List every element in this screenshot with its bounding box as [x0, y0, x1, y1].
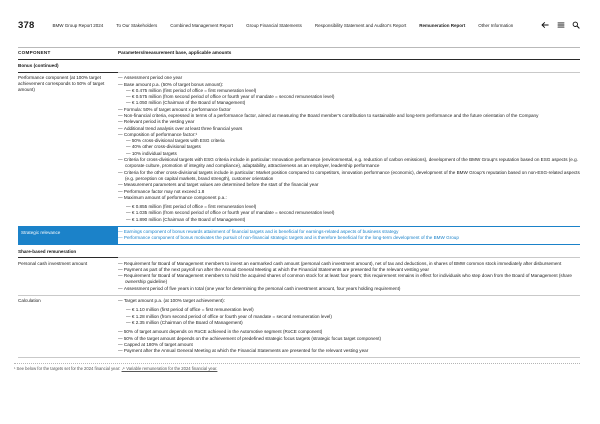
parameter-item: — € 1.890 million (Chairman of the Board of Management) — [126, 217, 580, 223]
row-label: Calculation — [18, 298, 41, 304]
row-label: Strategic relevance — [18, 227, 118, 245]
section-title: Share-based remuneration — [18, 246, 118, 258]
parameter-item: — Composition of performance factor:¹ — [118, 132, 580, 138]
page-number: 378 — [18, 19, 35, 31]
parameter-item: — € 1.10 million (first period of office = first remuneration level) — [126, 307, 580, 313]
footnote — [14, 363, 580, 372]
table-row-calculation — [18, 296, 580, 358]
column-header-component: COMPONENT — [18, 50, 51, 55]
parameter-item: — € 2.35 million (Chairman of the Board of Management) — [126, 320, 580, 326]
parameter-item: — 40% other cross-divisional targets — [126, 144, 580, 150]
table-row-personal-cash-investment-amount — [18, 258, 580, 295]
main-nav — [52, 23, 513, 28]
parameter-item: — Relevant period is the vesting year — [118, 119, 580, 125]
parameter-item: — € 1.28 million (from second period of office or fourth year of mandate = second remuneration level) — [126, 314, 580, 320]
nav-item-bmw-group-report-2024[interactable]: BMW Group Report 2024 — [52, 22, 104, 28]
parameter-item: — Base amount p.a. (50% of target bonus amount): — [118, 82, 580, 88]
row-label: Performance component (at 100% target achievement corresponds to 50% of target amount) — [18, 75, 105, 93]
parameter-item: — € 0.855 million (first period of office = first remuneration level) — [126, 204, 580, 210]
parameter-item: — Criteria for the other cross-divisional targets include in particular: Market position compared to competitors, innovation performance (economic), development of the BMW Group's reputation based on non-ESG-related aspects (e.g. perception on capital markets, brand strength), customer orientation — [118, 170, 580, 183]
nav-item-combined-management-report[interactable]: Combined Management Report — [170, 22, 234, 28]
menu-icon[interactable] — [557, 21, 565, 29]
parameter-item: — Earnings component of bonus rewards attainment of financial targets and is beneficial for earnings-related aspects of business strategy — [118, 229, 580, 235]
nav-item-responsibility-statement-and-aud[interactable]: Responsibility Statement and Auditor's Report — [314, 22, 407, 28]
parameter-item: — Capped at 180% of target amount — [118, 342, 580, 348]
parameter-item: — Requirement for Board of Management members to invest an earmarked cash amount (personal cash investment amount), net of tax and deductions, in shares of BMW common stock immediately after disbursement — [118, 261, 580, 267]
parameter-item: — Maximum amount of performance component p.a.: — [118, 195, 580, 201]
parameter-item: — Assessment period of five years in total (one year for determining the personal cash investment amount, four years holding requirement) — [118, 286, 580, 292]
row-parameters-list — [118, 258, 580, 294]
parameter-item: — Target amount p.a. (at 100% target achievement): — [118, 298, 580, 304]
table-header-row — [18, 47, 580, 60]
parameter-item: — 10% individual targets — [126, 151, 580, 157]
parameter-item: — Performance factor may not exceed 1.8 — [118, 189, 580, 195]
parameter-item: — 50% of target amount depends on RoCE achieved in the Automotive segment (RoCE component) — [118, 329, 580, 335]
parameter-item: — € 0.575 million (from second period of office or fourth year of mandate = second remuneration level) — [126, 94, 580, 100]
nav-item-to-our-stakeholders[interactable]: To Our Stakeholders — [116, 22, 158, 28]
footnote-text: ¹ See below for the targets set for the 2024 financial year: — [14, 366, 122, 372]
parameter-item: — Performance component of bonus motivates the pursuit of non-financial strategic targets and is therefore beneficial for the long-term development of the BMW Group — [118, 235, 580, 241]
parameter-item: — Formula: 50% of target amount x performance factor — [118, 107, 580, 113]
section-header-row-share-based-remuneration — [18, 246, 580, 258]
parameter-item: — Measurement parameters and target values are determined before the start of the financial year — [118, 182, 580, 188]
row-label: Personal cash investment amount — [18, 260, 88, 266]
section-rule — [118, 246, 580, 258]
column-header-parameters: Parameters/measurement base, applicable amounts — [118, 50, 232, 55]
parameter-item: — € 0.475 million (first period of office = first remuneration level) — [126, 88, 580, 94]
parameter-item: — 50% of the target amount depends on the achievement of predefined strategic focus targets (strategic focus target component) — [118, 336, 580, 342]
table-row-performance-component-at-100-tar — [18, 73, 580, 226]
nav-item-other-information[interactable]: Other Information — [478, 22, 514, 28]
parameter-item: — Non-financial criteria, expressed in terms of a performance factor, aimed at measuring the Board member's contribution to sustainable and long-term performance and the future orientation of the Company — [118, 113, 580, 119]
parameter-item: — Assessment period one year — [118, 75, 580, 81]
parameter-item: — € 1.050 million (Chairman of the Board of Management) — [126, 100, 580, 106]
top-navigation-bar — [0, 0, 600, 31]
section-title: Bonus (continued) — [18, 61, 118, 73]
nav-item-group-financial-statements[interactable]: Group Financial Statements — [246, 22, 302, 28]
nav-item-remuneration-report[interactable]: Remuneration Report — [419, 22, 466, 28]
back-arrow-icon[interactable] — [541, 21, 549, 29]
footnote-link[interactable]: ↗ Variable remuneration for the 2024 financial year. — [121, 366, 218, 372]
section-rule — [118, 61, 580, 73]
parameter-item: — 50% cross-divisional targets with ESG criteria — [126, 138, 580, 144]
table-body — [18, 61, 580, 358]
parameter-item: — Criteria for cross-divisional targets with ESG criteria include in particular: Innovation performance (environmental, e.g. reduction of carbon emissions), development of the BMW Group's reputation based on ESG aspects (e.g. corporate culture, promotion of integrity and compliance), adaptability, attractiveness as an employer, leadership performance — [118, 157, 580, 170]
row-parameters-list — [118, 296, 580, 357]
row-parameters-list — [118, 227, 580, 245]
remuneration-components-table — [18, 47, 580, 358]
section-header-row-bonus-continued — [18, 61, 580, 73]
header-icons — [541, 21, 580, 29]
row-parameters-list — [118, 73, 580, 226]
parameter-item: — € 1.035 million (from second period of office or fourth year of mandate = second remuneration level) — [126, 210, 580, 216]
search-icon[interactable] — [572, 21, 580, 29]
table-row-strategic-relevance — [18, 226, 580, 246]
parameter-item: — Requirement for Board of Management members to hold the acquired shares of common stock for at least four years; this requirement remains in effect for individuals who step down from the Board of Management (share ownership guideline) — [118, 273, 580, 286]
parameter-item: — Additional trend analysis over at least three financial years — [118, 126, 580, 132]
parameter-item: — Payment as part of the next payroll run after the Annual General Meeting at which the Financial Statements are presented for the relevant vesting year — [118, 267, 580, 273]
parameter-item: — Payment after the Annual General Meeting at which the Financial Statements are presented for the relevant vesting year — [118, 348, 580, 354]
